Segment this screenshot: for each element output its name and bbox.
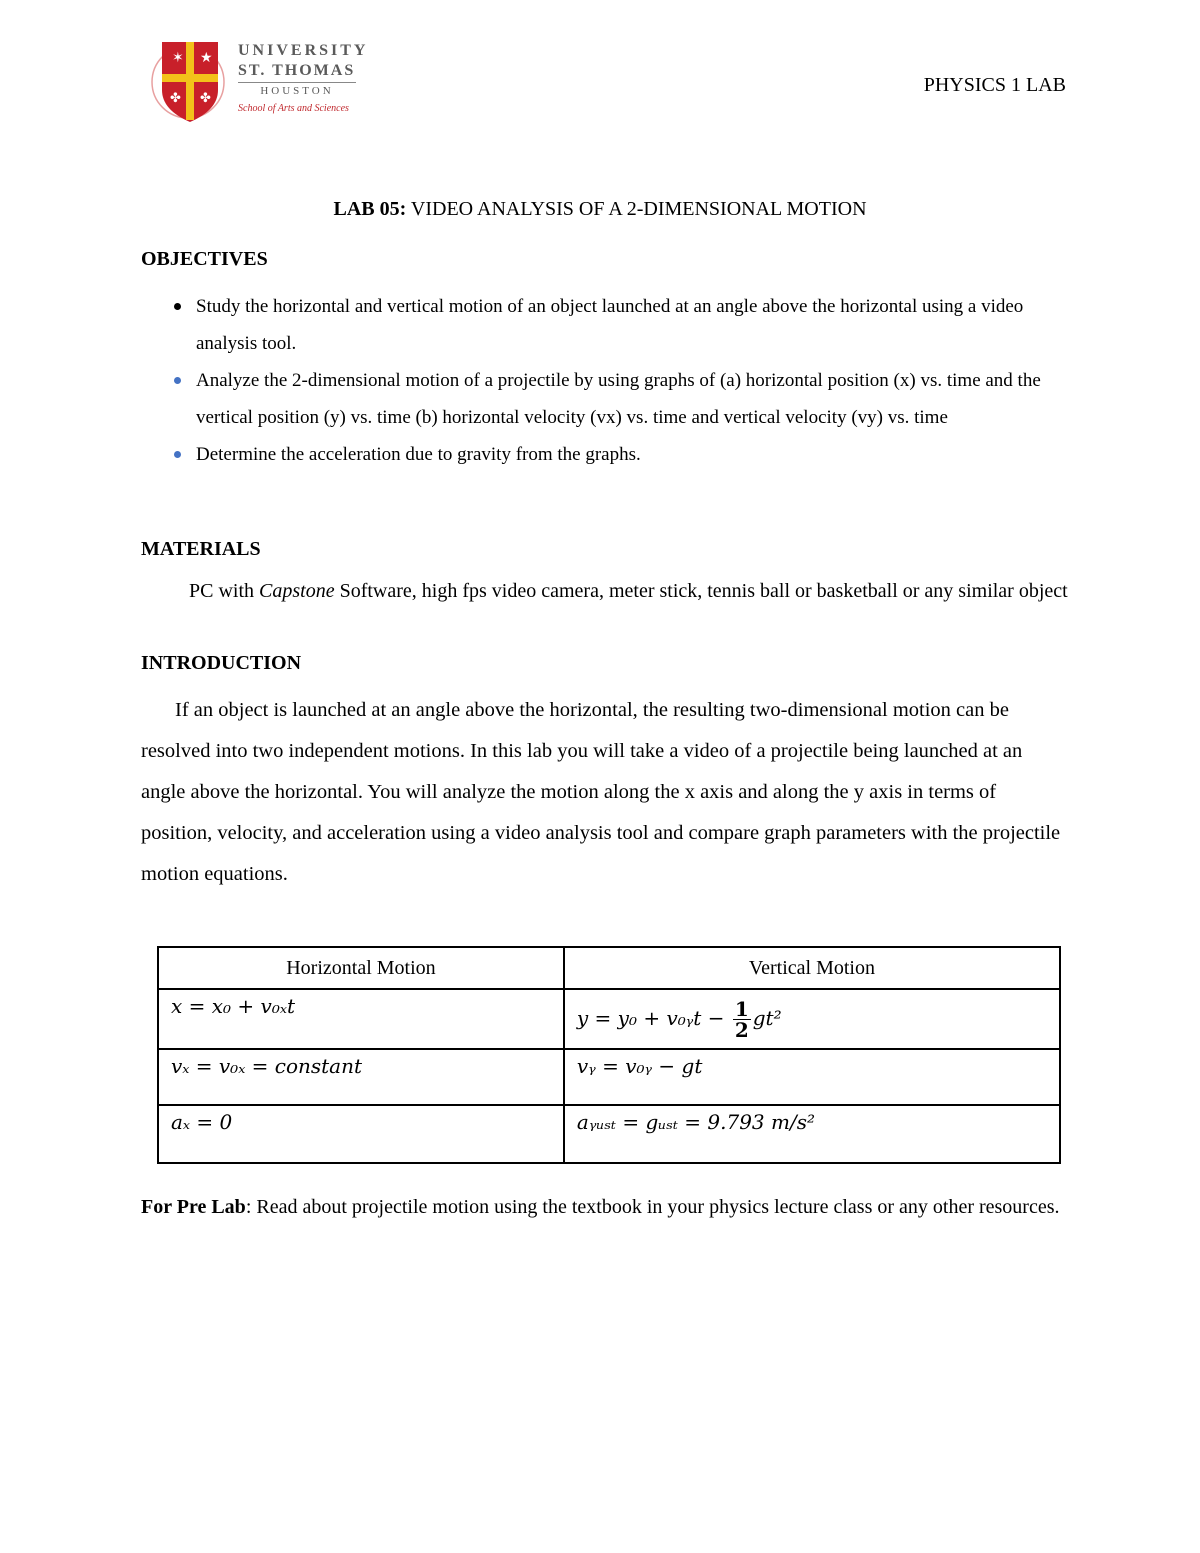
- objectives-heading: OBJECTIVES: [141, 248, 268, 270]
- logo-school: School of Arts and Sciences: [238, 103, 349, 114]
- table-cell: [564, 989, 1060, 1049]
- table-cell: vᵧ = v₀ᵧ − gt: [564, 1049, 1060, 1105]
- lab-title: VIDEO ANALYSIS OF A 2-DIMENSIONAL MOTION: [406, 198, 867, 220]
- introduction-text: If an object is launched at an angle above the horizontal, the resulting two-dimensional motion can be resolved into two independent motions. In this lab you will take a video of a projectile being launched at an angle above the horizontal. You will analyze the motion along the x axis and along the y axis in terms of position, velocity, and acceleration using a video analysis tool and compare graph parameters with the projectile motion equations.: [141, 699, 1061, 885]
- page-title: [0, 198, 1200, 221]
- list-item: [172, 288, 1072, 362]
- course-name: PHYSICS 1 LAB: [923, 74, 1066, 96]
- introduction-heading: INTRODUCTION: [141, 652, 302, 674]
- software-name: Capstone: [259, 580, 335, 602]
- table-cell: vₓ = v₀ₓ = constant: [158, 1049, 564, 1105]
- logo-houston: HOUSTON: [238, 82, 356, 97]
- prelab-text: : Read about projectile motion using the textbook in your physics lecture class or any other resources.: [245, 1196, 1060, 1218]
- table-cell: aᵧᵤₛₜ = gᵤₛₜ = 9.793 m/s²: [564, 1105, 1060, 1163]
- svg-text:✶: ✶: [172, 50, 184, 66]
- bullet-icon: [174, 451, 181, 458]
- prelab-label: For Pre Lab: [141, 1196, 246, 1218]
- fraction-numerator: 1: [734, 996, 749, 1021]
- logo-st-thomas: ST. THOMAS: [238, 62, 356, 79]
- table-header-row: [158, 947, 1060, 989]
- list-item: [172, 436, 1072, 473]
- fraction: [733, 996, 751, 1042]
- bullet-icon: [174, 303, 181, 310]
- university-logo: [150, 38, 369, 128]
- table-cell: aₓ = 0: [158, 1105, 564, 1163]
- introduction-paragraph: [141, 690, 1071, 895]
- objective-text: Determine the acceleration due to gravity from the graphs.: [196, 444, 641, 465]
- objective-text: Study the horizontal and vertical motion of an object launched at an angle above the horizontal using a video analysis tool.: [196, 296, 1024, 354]
- objectives-list: [172, 288, 1072, 473]
- objective-text: Analyze the 2-dimensional motion of a projectile by using graphs of (a) horizontal position (x) vs. time and the vertical position (y) vs. time (b) horizontal velocity (vx) vs. time and vertical velocity (vy) vs. time: [196, 370, 1041, 428]
- equations-table: [157, 946, 1061, 1164]
- lab-number: LAB 05:: [333, 198, 407, 220]
- column-header: Horizontal Motion: [158, 947, 564, 989]
- bullet-icon: [174, 377, 181, 384]
- svg-text:✤: ✤: [200, 91, 211, 106]
- table-row: [158, 989, 1060, 1049]
- prelab-note: [141, 1192, 1061, 1223]
- svg-text:✤: ✤: [170, 91, 181, 106]
- list-item: [172, 362, 1072, 436]
- svg-text:★: ★: [200, 50, 213, 66]
- university-shield-icon: [150, 38, 234, 126]
- logo-university: UNIVERSITY: [238, 42, 369, 59]
- materials-post: Software, high fps video camera, meter stick, tennis ball or basketball or any similar object: [334, 580, 1068, 602]
- materials-pre: PC with: [189, 580, 260, 602]
- table-cell: x = x₀ + v₀ₓt: [158, 989, 564, 1049]
- table-row: [158, 1105, 1060, 1163]
- fraction-denominator: 2: [734, 1017, 749, 1042]
- column-header: Vertical Motion: [564, 947, 1060, 989]
- materials-text: [189, 579, 1069, 603]
- materials-heading: MATERIALS: [141, 538, 261, 560]
- table-row: [158, 1049, 1060, 1105]
- equation-part: y = y₀ + v₀ᵧt −: [576, 1005, 731, 1030]
- equation-part: gt²: [752, 1005, 782, 1030]
